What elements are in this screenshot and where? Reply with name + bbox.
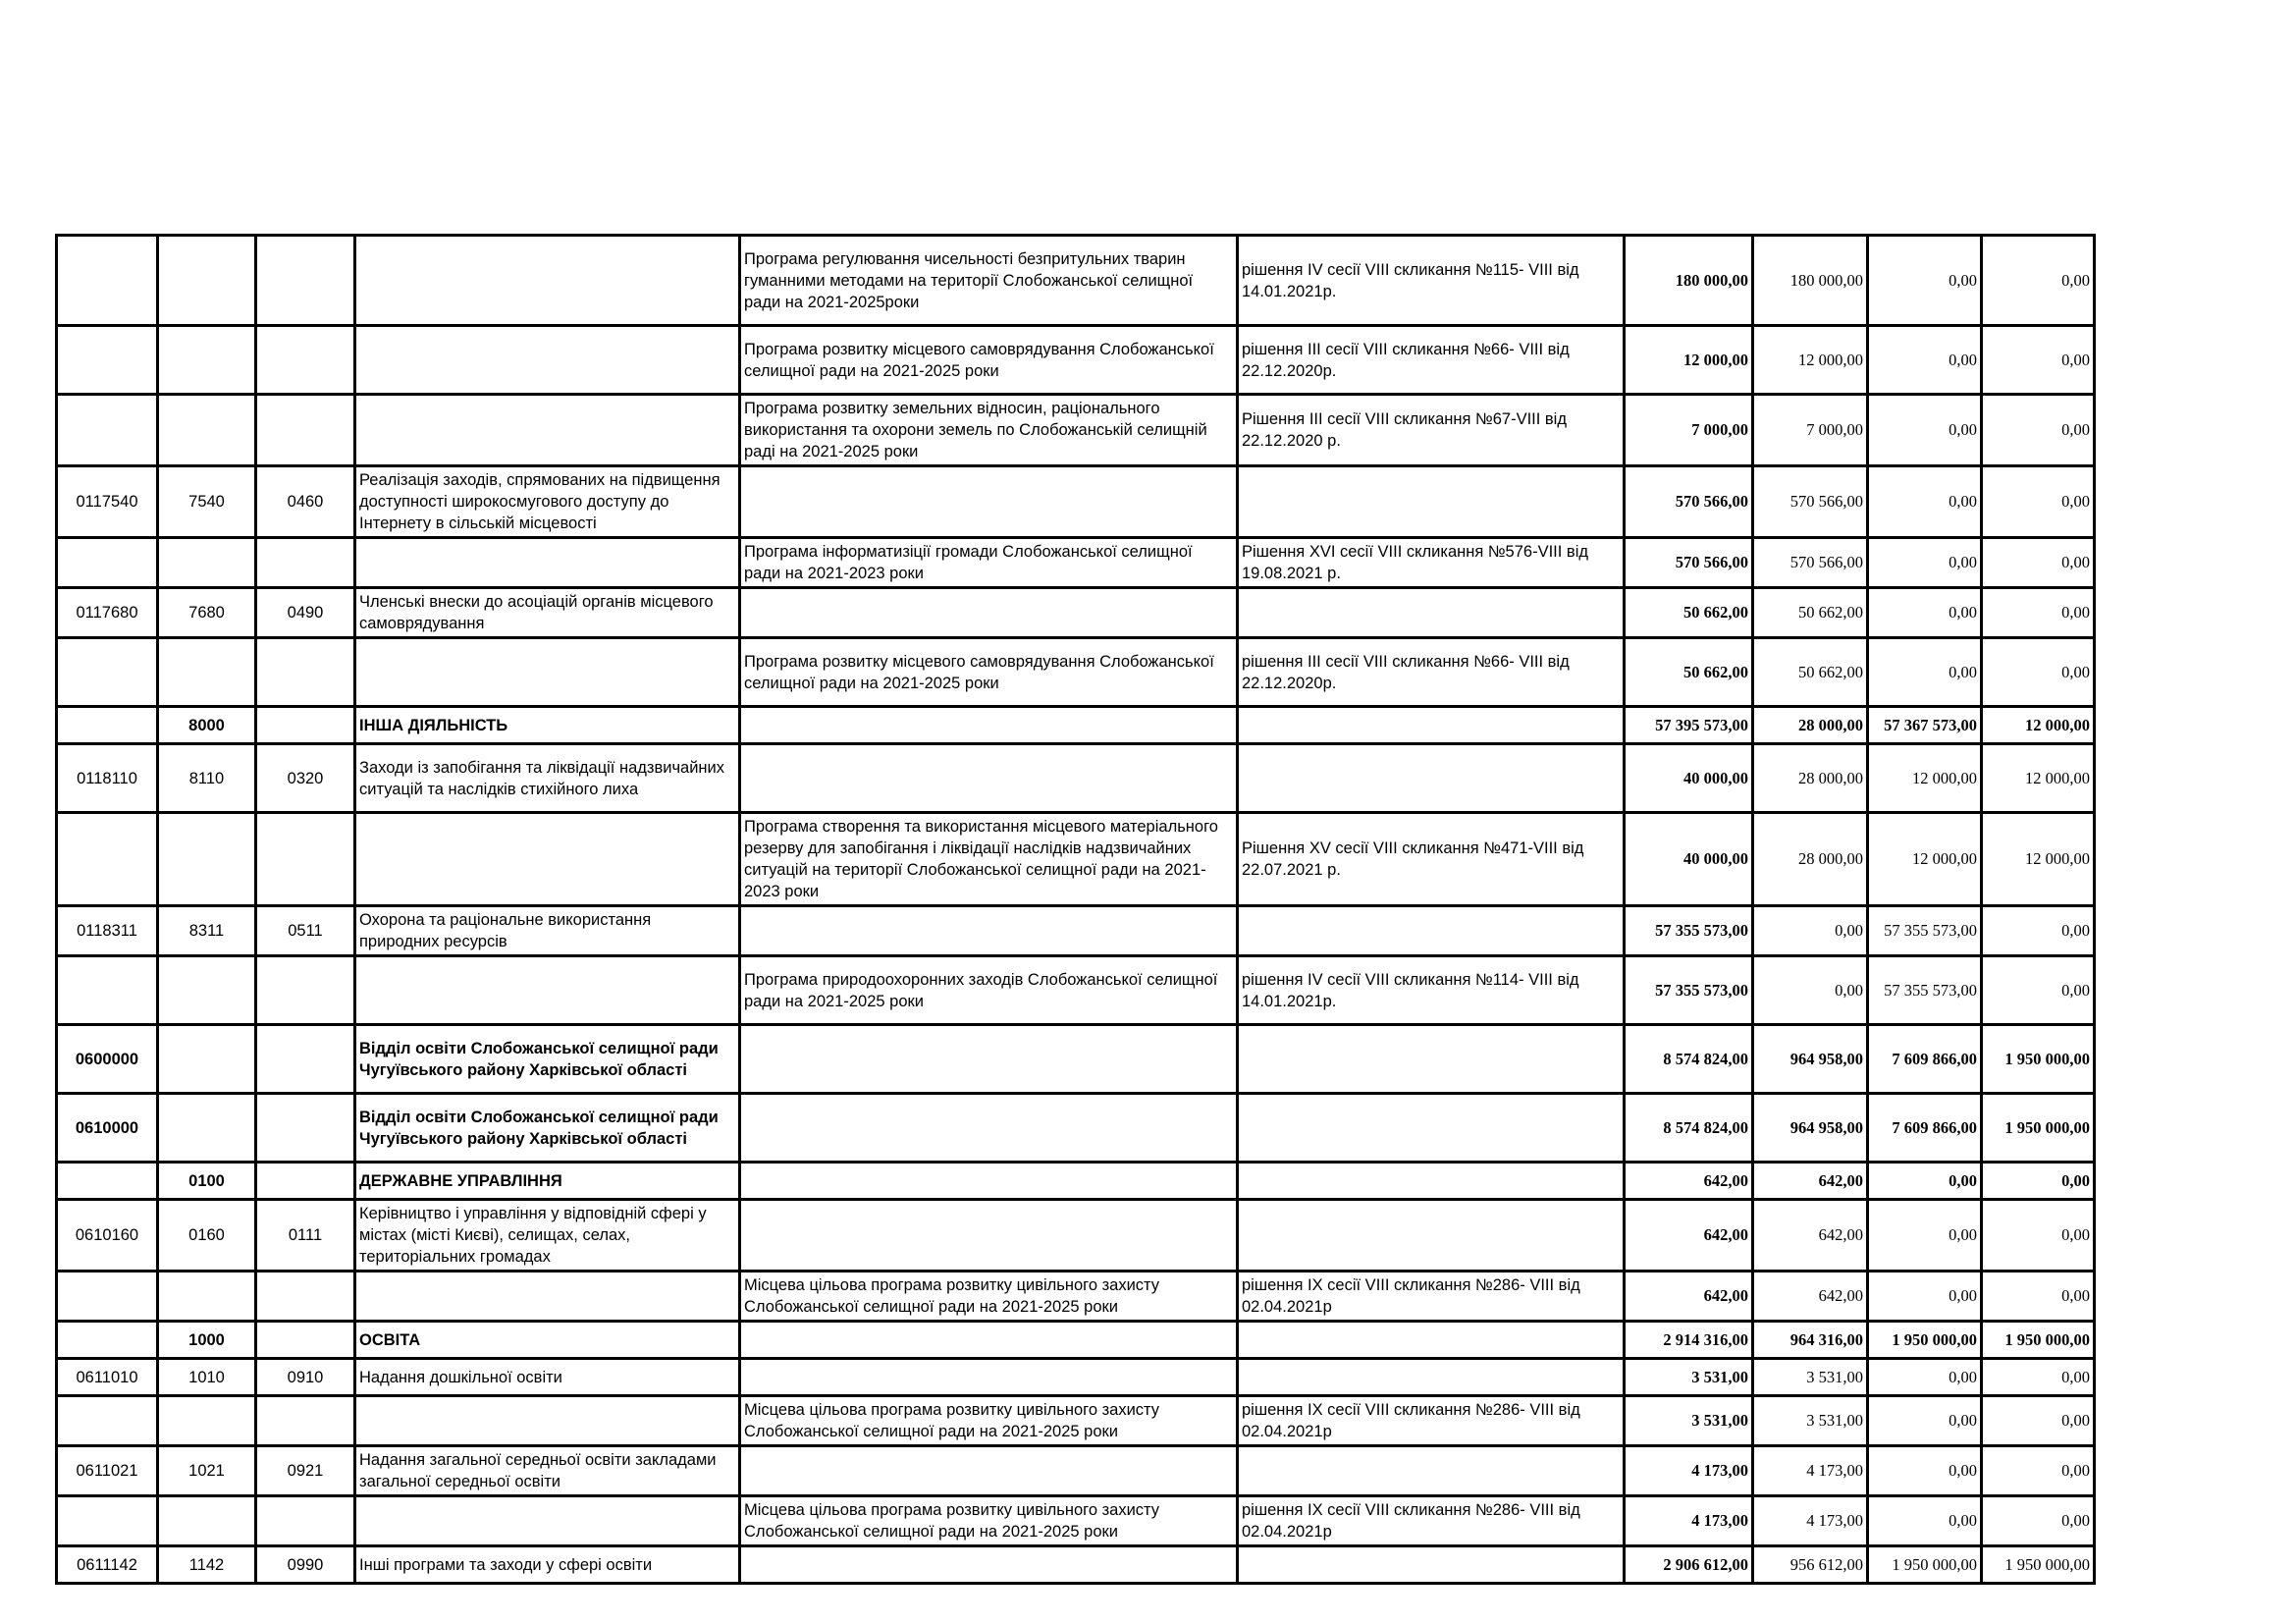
- function-code-cell: [158, 1094, 256, 1163]
- development-budget-cell: 1 950 000,00: [1982, 1546, 2095, 1584]
- special-fund-cell: 0,00: [1868, 1396, 1982, 1446]
- program-code-cell: 0117540: [57, 466, 158, 538]
- activity-name-cell: [355, 813, 740, 906]
- program-code-cell: [57, 1496, 158, 1546]
- activity-name-cell: Охорона та раціональне використання природних ресурсів: [355, 906, 740, 956]
- development-budget-cell: 0,00: [1982, 1396, 2095, 1446]
- activity-name-cell: [355, 956, 740, 1025]
- table-row: [57, 1446, 2095, 1496]
- general-fund-cell: 4 173,00: [1753, 1446, 1868, 1496]
- function-code-cell: [158, 236, 256, 326]
- classifier-code-cell: [256, 1322, 355, 1359]
- special-fund-cell: 1 950 000,00: [1868, 1546, 1982, 1584]
- activity-name-cell: ОСВІТА: [355, 1322, 740, 1359]
- special-fund-cell: 57 355 573,00: [1868, 956, 1982, 1025]
- activity-name-cell: Відділ освіти Слобожанської селищної ради Чугуївського району Харківської області: [355, 1025, 740, 1094]
- activity-name-cell: Членські внески до асоціацій органів місцевого самоврядування: [355, 588, 740, 638]
- development-budget-cell: 0,00: [1982, 1496, 2095, 1546]
- function-code-cell: 1142: [158, 1546, 256, 1584]
- special-fund-cell: 12 000,00: [1868, 744, 1982, 813]
- total-amount-cell: 57 395 573,00: [1625, 707, 1753, 744]
- classifier-code-cell: [256, 1094, 355, 1163]
- program-code-cell: [57, 395, 158, 466]
- table-row: [57, 1496, 2095, 1546]
- function-code-cell: [158, 326, 256, 395]
- classifier-code-cell: [256, 1025, 355, 1094]
- table-row: [57, 1094, 2095, 1163]
- program-name-cell: [740, 1546, 1238, 1584]
- table-row: [57, 1025, 2095, 1094]
- special-fund-cell: 12 000,00: [1868, 813, 1982, 906]
- function-code-cell: 0160: [158, 1200, 256, 1272]
- program-name-cell: Програма інформатизіції громади Слобожанської селищної ради на 2021-2023 роки: [740, 538, 1238, 588]
- activity-name-cell: Реалізація заходів, спрямованих на підвищення доступності широкосмугового доступу до Інтернету в сільській місцевості: [355, 466, 740, 538]
- decision-cell: рішення IV сесії VIII скликання №115- VIII від 14.01.2021р.: [1238, 236, 1625, 326]
- general-fund-cell: 964 958,00: [1753, 1025, 1868, 1094]
- decision-cell: [1238, 1025, 1625, 1094]
- table-row: [57, 813, 2095, 906]
- classifier-code-cell: 0990: [256, 1546, 355, 1584]
- table-row: [57, 588, 2095, 638]
- function-code-cell: [158, 813, 256, 906]
- special-fund-cell: 0,00: [1868, 1200, 1982, 1272]
- total-amount-cell: 7 000,00: [1625, 395, 1753, 466]
- program-name-cell: Місцева цільова програма розвитку цивільного захисту Слобожанської селищної ради на 2021-2025 роки: [740, 1496, 1238, 1546]
- development-budget-cell: 0,00: [1982, 638, 2095, 707]
- program-name-cell: Програма регулювання чисельності безпритульних тварин гуманними методами на території Слобожанської селищної ради на 2021-2025роки: [740, 236, 1238, 326]
- classifier-code-cell: [256, 1272, 355, 1322]
- classifier-code-cell: 0490: [256, 588, 355, 638]
- program-code-cell: 0611142: [57, 1546, 158, 1584]
- program-code-cell: 0611010: [57, 1359, 158, 1396]
- classifier-code-cell: [256, 326, 355, 395]
- development-budget-cell: 12 000,00: [1982, 813, 2095, 906]
- function-code-cell: 7680: [158, 588, 256, 638]
- development-budget-cell: 12 000,00: [1982, 744, 2095, 813]
- development-budget-cell: 0,00: [1982, 1359, 2095, 1396]
- general-fund-cell: 964 316,00: [1753, 1322, 1868, 1359]
- classifier-code-cell: [256, 1396, 355, 1446]
- special-fund-cell: 7 609 866,00: [1868, 1094, 1982, 1163]
- development-budget-cell: 0,00: [1982, 1200, 2095, 1272]
- special-fund-cell: 1 950 000,00: [1868, 1322, 1982, 1359]
- classifier-code-cell: [256, 1496, 355, 1546]
- total-amount-cell: 3 531,00: [1625, 1359, 1753, 1396]
- classifier-code-cell: [256, 707, 355, 744]
- program-code-cell: 0118110: [57, 744, 158, 813]
- table-row: [57, 326, 2095, 395]
- decision-cell: [1238, 906, 1625, 956]
- decision-cell: [1238, 1446, 1625, 1496]
- program-name-cell: [740, 1446, 1238, 1496]
- program-code-cell: [57, 236, 158, 326]
- total-amount-cell: 12 000,00: [1625, 326, 1753, 395]
- table-row: [57, 1396, 2095, 1446]
- special-fund-cell: 7 609 866,00: [1868, 1025, 1982, 1094]
- decision-cell: рішення IX сесії VIII скликання №286- VIII від 02.04.2021р: [1238, 1396, 1625, 1446]
- activity-name-cell: [355, 638, 740, 707]
- function-code-cell: [158, 956, 256, 1025]
- general-fund-cell: 28 000,00: [1753, 744, 1868, 813]
- general-fund-cell: 3 531,00: [1753, 1396, 1868, 1446]
- program-code-cell: 0600000: [57, 1025, 158, 1094]
- general-fund-cell: 0,00: [1753, 956, 1868, 1025]
- total-amount-cell: 642,00: [1625, 1272, 1753, 1322]
- total-amount-cell: 2 906 612,00: [1625, 1546, 1753, 1584]
- decision-cell: [1238, 1359, 1625, 1396]
- program-code-cell: 0610000: [57, 1094, 158, 1163]
- decision-cell: Рішення III сесії VIII скликання №67-VIII від 22.12.2020 р.: [1238, 395, 1625, 466]
- activity-name-cell: ДЕРЖАВНЕ УПРАВЛІННЯ: [355, 1163, 740, 1200]
- general-fund-cell: 28 000,00: [1753, 707, 1868, 744]
- total-amount-cell: 642,00: [1625, 1200, 1753, 1272]
- function-code-cell: 0100: [158, 1163, 256, 1200]
- activity-name-cell: Заходи із запобігання та ліквідації надзвичайних ситуацій та наслідків стихійного лиха: [355, 744, 740, 813]
- activity-name-cell: Інші програми та заходи у сфері освіти: [355, 1546, 740, 1584]
- total-amount-cell: 50 662,00: [1625, 588, 1753, 638]
- classifier-code-cell: [256, 538, 355, 588]
- program-code-cell: [57, 538, 158, 588]
- total-amount-cell: 57 355 573,00: [1625, 906, 1753, 956]
- table-row: [57, 1322, 2095, 1359]
- activity-name-cell: [355, 1496, 740, 1546]
- special-fund-cell: 0,00: [1868, 1272, 1982, 1322]
- program-name-cell: [740, 1025, 1238, 1094]
- special-fund-cell: 57 367 573,00: [1868, 707, 1982, 744]
- classifier-code-cell: [256, 813, 355, 906]
- program-code-cell: [57, 1396, 158, 1446]
- decision-cell: рішення IX сесії VIII скликання №286- VIII від 02.04.2021р: [1238, 1272, 1625, 1322]
- general-fund-cell: 642,00: [1753, 1272, 1868, 1322]
- activity-name-cell: [355, 395, 740, 466]
- program-code-cell: 0611021: [57, 1446, 158, 1496]
- function-code-cell: [158, 1396, 256, 1446]
- special-fund-cell: 0,00: [1868, 326, 1982, 395]
- table-row: [57, 538, 2095, 588]
- special-fund-cell: 0,00: [1868, 236, 1982, 326]
- development-budget-cell: 0,00: [1982, 395, 2095, 466]
- function-code-cell: 1000: [158, 1322, 256, 1359]
- special-fund-cell: 0,00: [1868, 466, 1982, 538]
- function-code-cell: [158, 638, 256, 707]
- classifier-code-cell: 0460: [256, 466, 355, 538]
- total-amount-cell: 570 566,00: [1625, 538, 1753, 588]
- activity-name-cell: [355, 538, 740, 588]
- function-code-cell: [158, 1025, 256, 1094]
- classifier-code-cell: [256, 395, 355, 466]
- decision-cell: [1238, 466, 1625, 538]
- decision-cell: [1238, 1094, 1625, 1163]
- decision-cell: рішення III сесії VIII скликання №66- VIII від 22.12.2020р.: [1238, 638, 1625, 707]
- program-name-cell: Програма розвитку земельних відносин, раціонального використання та охорони земель по Слобожанській селищній раді на 2021-2025 роки: [740, 395, 1238, 466]
- table-row: [57, 1359, 2095, 1396]
- activity-name-cell: [355, 1396, 740, 1446]
- decision-cell: Рішення XVI сесії VIII скликання №576-VIII від 19.08.2021 р.: [1238, 538, 1625, 588]
- table-row: [57, 1546, 2095, 1584]
- total-amount-cell: 3 531,00: [1625, 1396, 1753, 1446]
- decision-cell: рішення III сесії VIII скликання №66- VIII від 22.12.2020р.: [1238, 326, 1625, 395]
- table-row: [57, 1163, 2095, 1200]
- general-fund-cell: 570 566,00: [1753, 466, 1868, 538]
- function-code-cell: 8000: [158, 707, 256, 744]
- program-code-cell: [57, 813, 158, 906]
- activity-name-cell: ІНША ДІЯЛЬНІСТЬ: [355, 707, 740, 744]
- program-code-cell: [57, 956, 158, 1025]
- classifier-code-cell: [256, 236, 355, 326]
- activity-name-cell: Надання загальної середньої освіти закладами загальної середньої освіти: [355, 1446, 740, 1496]
- program-name-cell: [740, 466, 1238, 538]
- decision-cell: [1238, 744, 1625, 813]
- table-row: [57, 1200, 2095, 1272]
- total-amount-cell: 57 355 573,00: [1625, 956, 1753, 1025]
- program-name-cell: [740, 1163, 1238, 1200]
- development-budget-cell: 1 950 000,00: [1982, 1322, 2095, 1359]
- program-name-cell: [740, 707, 1238, 744]
- special-fund-cell: 57 355 573,00: [1868, 906, 1982, 956]
- special-fund-cell: 0,00: [1868, 1163, 1982, 1200]
- function-code-cell: [158, 395, 256, 466]
- function-code-cell: 7540: [158, 466, 256, 538]
- special-fund-cell: 0,00: [1868, 588, 1982, 638]
- development-budget-cell: 0,00: [1982, 1163, 2095, 1200]
- classifier-code-cell: [256, 638, 355, 707]
- program-name-cell: Програма створення та використання місцевого матеріального резерву для запобігання і ліквідації наслідків надзвичайних ситуацій на території Слобожанської селищної ради на 2021-2023 роки: [740, 813, 1238, 906]
- program-code-cell: [57, 707, 158, 744]
- function-code-cell: 8110: [158, 744, 256, 813]
- general-fund-cell: 956 612,00: [1753, 1546, 1868, 1584]
- program-code-cell: 0117680: [57, 588, 158, 638]
- decision-cell: рішення IX сесії VIII скликання №286- VIII від 02.04.2021р: [1238, 1496, 1625, 1546]
- decision-cell: [1238, 707, 1625, 744]
- table-row: [57, 466, 2095, 538]
- program-name-cell: Місцева цільова програма розвитку цивільного захисту Слобожанської селищної ради на 2021-2025 роки: [740, 1396, 1238, 1446]
- development-budget-cell: 0,00: [1982, 466, 2095, 538]
- classifier-code-cell: 0111: [256, 1200, 355, 1272]
- general-fund-cell: 50 662,00: [1753, 638, 1868, 707]
- function-code-cell: 8311: [158, 906, 256, 956]
- general-fund-cell: 642,00: [1753, 1200, 1868, 1272]
- program-name-cell: Місцева цільова програма розвитку цивільного захисту Слобожанської селищної ради на 2021-2025 роки: [740, 1272, 1238, 1322]
- activity-name-cell: Керівництво і управління у відповідній сфері у містах (місті Києві), селищах, селах, територіальних громадах: [355, 1200, 740, 1272]
- total-amount-cell: 180 000,00: [1625, 236, 1753, 326]
- total-amount-cell: 4 173,00: [1625, 1496, 1753, 1546]
- program-code-cell: [57, 1163, 158, 1200]
- table-row: [57, 395, 2095, 466]
- function-code-cell: [158, 1496, 256, 1546]
- activity-name-cell: [355, 326, 740, 395]
- development-budget-cell: 0,00: [1982, 1446, 2095, 1496]
- special-fund-cell: 0,00: [1868, 1359, 1982, 1396]
- general-fund-cell: 28 000,00: [1753, 813, 1868, 906]
- table-row: [57, 744, 2095, 813]
- decision-cell: [1238, 588, 1625, 638]
- activity-name-cell: [355, 1272, 740, 1322]
- table-row: [57, 236, 2095, 326]
- development-budget-cell: 1 950 000,00: [1982, 1025, 2095, 1094]
- total-amount-cell: 40 000,00: [1625, 744, 1753, 813]
- decision-cell: рішення IV сесії VIII скликання №114- VIII від 14.01.2021р.: [1238, 956, 1625, 1025]
- program-name-cell: [740, 744, 1238, 813]
- total-amount-cell: 8 574 824,00: [1625, 1094, 1753, 1163]
- table-row: [57, 1272, 2095, 1322]
- table-row: [57, 638, 2095, 707]
- total-amount-cell: 642,00: [1625, 1163, 1753, 1200]
- program-code-cell: 0118311: [57, 906, 158, 956]
- program-name-cell: [740, 1359, 1238, 1396]
- classifier-code-cell: 0910: [256, 1359, 355, 1396]
- activity-name-cell: Відділ освіти Слобожанської селищної ради Чугуївського району Харківської області: [355, 1094, 740, 1163]
- general-fund-cell: 570 566,00: [1753, 538, 1868, 588]
- program-code-cell: [57, 638, 158, 707]
- development-budget-cell: 0,00: [1982, 1272, 2095, 1322]
- program-name-cell: [740, 1322, 1238, 1359]
- general-fund-cell: 7 000,00: [1753, 395, 1868, 466]
- program-name-cell: [740, 1094, 1238, 1163]
- special-fund-cell: 0,00: [1868, 395, 1982, 466]
- special-fund-cell: 0,00: [1868, 638, 1982, 707]
- total-amount-cell: 4 173,00: [1625, 1446, 1753, 1496]
- general-fund-cell: 12 000,00: [1753, 326, 1868, 395]
- development-budget-cell: 0,00: [1982, 236, 2095, 326]
- program-name-cell: Програма природоохоронних заходів Слобожанської селищної ради на 2021-2025 роки: [740, 956, 1238, 1025]
- total-amount-cell: 40 000,00: [1625, 813, 1753, 906]
- total-amount-cell: 2 914 316,00: [1625, 1322, 1753, 1359]
- development-budget-cell: 1 950 000,00: [1982, 1094, 2095, 1163]
- decision-cell: Рішення XV сесії VIII скликання №471-VIII від 22.07.2021 р.: [1238, 813, 1625, 906]
- table-row: [57, 956, 2095, 1025]
- total-amount-cell: 570 566,00: [1625, 466, 1753, 538]
- decision-cell: [1238, 1163, 1625, 1200]
- general-fund-cell: 642,00: [1753, 1163, 1868, 1200]
- general-fund-cell: 180 000,00: [1753, 236, 1868, 326]
- activity-name-cell: Надання дошкільної освіти: [355, 1359, 740, 1396]
- table-row: [57, 707, 2095, 744]
- decision-cell: [1238, 1322, 1625, 1359]
- program-name-cell: [740, 588, 1238, 638]
- program-name-cell: [740, 906, 1238, 956]
- development-budget-cell: 0,00: [1982, 956, 2095, 1025]
- classifier-code-cell: 0320: [256, 744, 355, 813]
- program-code-cell: [57, 326, 158, 395]
- program-code-cell: 0610160: [57, 1200, 158, 1272]
- development-budget-cell: 0,00: [1982, 538, 2095, 588]
- program-name-cell: Програма розвитку місцевого самоврядування Слобожанської селищної ради на 2021-2025 роки: [740, 326, 1238, 395]
- classifier-code-cell: 0511: [256, 906, 355, 956]
- table-row: [57, 906, 2095, 956]
- special-fund-cell: 0,00: [1868, 1496, 1982, 1546]
- decision-cell: [1238, 1200, 1625, 1272]
- general-fund-cell: 50 662,00: [1753, 588, 1868, 638]
- program-name-cell: [740, 1200, 1238, 1272]
- function-code-cell: 1010: [158, 1359, 256, 1396]
- budget-programs-table: [55, 234, 2096, 1585]
- special-fund-cell: 0,00: [1868, 538, 1982, 588]
- development-budget-cell: 12 000,00: [1982, 707, 2095, 744]
- program-code-cell: [57, 1322, 158, 1359]
- function-code-cell: 1021: [158, 1446, 256, 1496]
- decision-cell: [1238, 1546, 1625, 1584]
- development-budget-cell: 0,00: [1982, 326, 2095, 395]
- program-name-cell: Програма розвитку місцевого самоврядування Слобожанської селищної ради на 2021-2025 роки: [740, 638, 1238, 707]
- development-budget-cell: 0,00: [1982, 588, 2095, 638]
- general-fund-cell: 964 958,00: [1753, 1094, 1868, 1163]
- function-code-cell: [158, 538, 256, 588]
- function-code-cell: [158, 1272, 256, 1322]
- general-fund-cell: 4 173,00: [1753, 1496, 1868, 1546]
- classifier-code-cell: 0921: [256, 1446, 355, 1496]
- classifier-code-cell: [256, 1163, 355, 1200]
- general-fund-cell: 0,00: [1753, 906, 1868, 956]
- special-fund-cell: 0,00: [1868, 1446, 1982, 1496]
- activity-name-cell: [355, 236, 740, 326]
- classifier-code-cell: [256, 956, 355, 1025]
- development-budget-cell: 0,00: [1982, 906, 2095, 956]
- total-amount-cell: 50 662,00: [1625, 638, 1753, 707]
- program-code-cell: [57, 1272, 158, 1322]
- general-fund-cell: 3 531,00: [1753, 1359, 1868, 1396]
- total-amount-cell: 8 574 824,00: [1625, 1025, 1753, 1094]
